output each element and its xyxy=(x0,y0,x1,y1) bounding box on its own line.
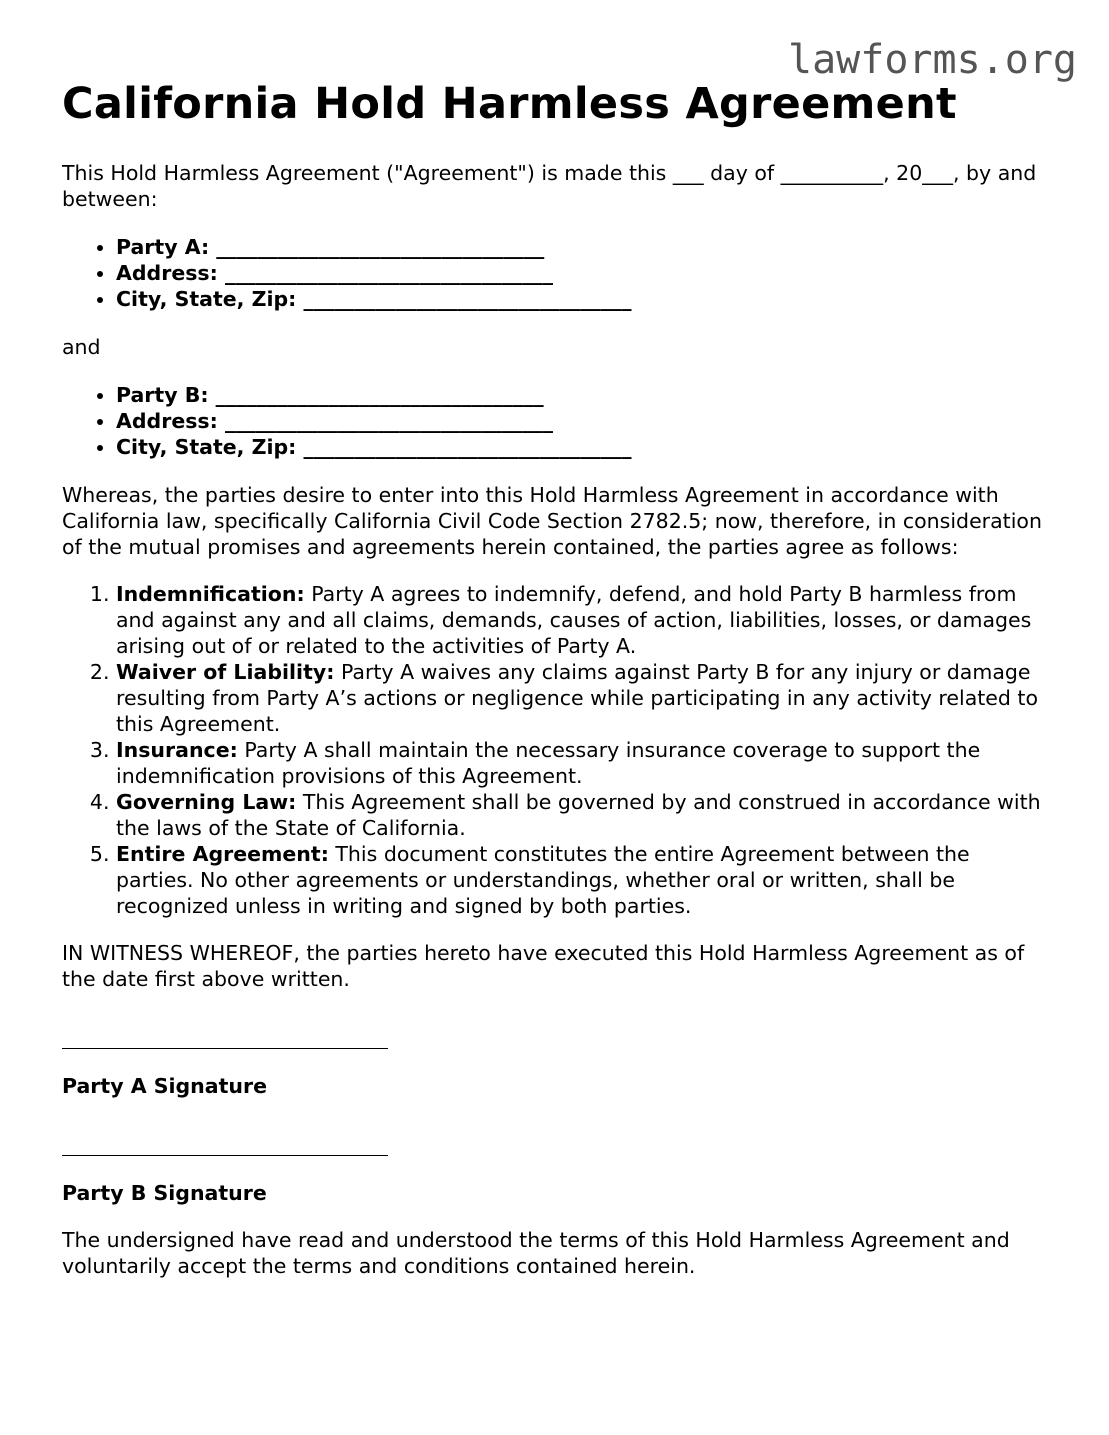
witness-paragraph: IN WITNESS WHEREOF, the parties hereto have executed this Hold Harmless Agreement as of the date first above written. xyxy=(62,941,1025,991)
closing-paragraph: The undersigned have read and understood the terms of this Hold Harmless Agreement and voluntarily accept the terms and conditions contained herein. xyxy=(62,1228,1010,1278)
term-heading: Waiver of Liability: xyxy=(116,660,335,684)
term-item xyxy=(116,789,1052,841)
term-text: Party A shall maintain the necessary insurance coverage to support the indemnification provisions of this Agreement. xyxy=(116,738,981,788)
term-item xyxy=(116,841,1052,919)
intro-paragraph: This Hold Harmless Agreement ("Agreement") is made this ___ day of __________, 20___, by and between: xyxy=(62,161,1037,211)
party-b-signature-line xyxy=(62,1135,388,1156)
term-text: This document constitutes the entire Agreement between the parties. No other agreements or understandings, whether oral or written, shall be recognized unless in writing and signed by both parties. xyxy=(116,842,970,918)
party-b-signature-label: Party B Signature xyxy=(62,1181,267,1205)
party-a-list xyxy=(62,234,1052,312)
and-text: and xyxy=(62,335,101,359)
party-a-name-field: • Party A: ________________________________ xyxy=(116,234,1052,260)
party-b-list xyxy=(62,382,1052,460)
term-heading: Indemnification: xyxy=(116,582,305,606)
party-a-signature-line xyxy=(62,1028,388,1049)
term-item xyxy=(116,737,1052,789)
whereas-paragraph: Whereas, the parties desire to enter into this Hold Harmless Agreement in accordance with California law, specifically California Civil Code Section 2782.5; now, therefore, in consideration of the mutual promises and agreements herein contained, the parties agree as follows: xyxy=(62,483,1042,559)
term-heading: Insurance: xyxy=(116,738,238,762)
term-item xyxy=(116,659,1052,737)
term-text: Party A agrees to indemnify, defend, and hold Party B harmless from and against any and all claims, demands, causes of action, liabilities, losses, or damages arising out of or related to the activities of Party A. xyxy=(116,582,1032,658)
term-heading: Governing Law: xyxy=(116,790,297,814)
document-page xyxy=(62,74,1052,1279)
party-b-city-field: • City, State, Zip: ________________________________ xyxy=(116,434,1052,460)
party-a-city-field: • City, State, Zip: ________________________________ xyxy=(116,286,1052,312)
term-item xyxy=(116,581,1052,659)
party-b-name-field: • Party B: ________________________________ xyxy=(116,382,1052,408)
term-text: Party A waives any claims against Party B for any injury or damage resulting from Party A’s actions or negligence while participating in any activity related to this Agreement. xyxy=(116,660,1039,736)
site-watermark: lawforms.org xyxy=(788,37,1077,83)
page-title: California Hold Harmless Agreement xyxy=(62,79,957,129)
party-b-address-field: • Address: ________________________________ xyxy=(116,408,1052,434)
term-text: This Agreement shall be governed by and construed in accordance with the laws of the State of California. xyxy=(116,790,1041,840)
term-heading: Entire Agreement: xyxy=(116,842,329,866)
party-a-signature-label: Party A Signature xyxy=(62,1074,268,1098)
terms-list xyxy=(62,581,1052,919)
party-a-address-field: • Address: ________________________________ xyxy=(116,260,1052,286)
